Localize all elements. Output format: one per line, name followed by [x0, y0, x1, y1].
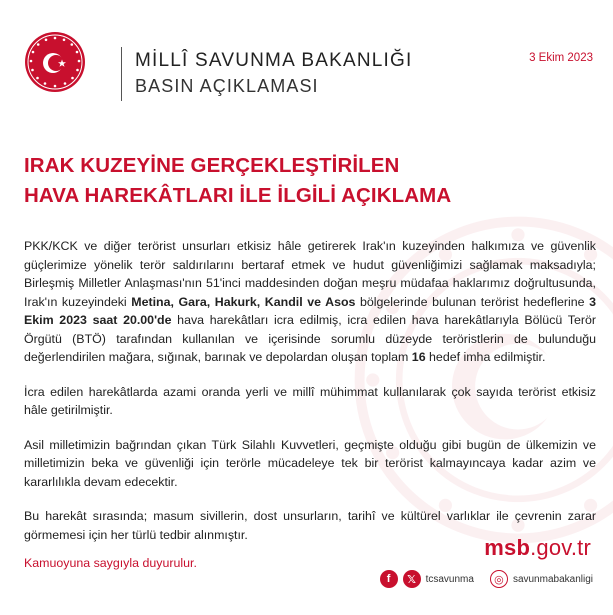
instagram-icon[interactable]: ◎: [490, 570, 508, 588]
p1-locations: Metina, Gara, Hakurk, Kandil ve Asos: [131, 294, 356, 309]
ministry-name: MİLLÎ SAVUNMA BAKANLIĞI: [135, 50, 413, 71]
site-name: msb: [484, 535, 531, 560]
site-domain: .gov.tr: [530, 535, 591, 560]
p1-text-c: hava harekâtları icra edilmiş, icra edilen hava harekâtlarıyla Bölücü Terör Örgütü (BTÖ) tarafından kullanılan ve içerisinde sorumlu düzeyde teröristlerin de bulunduğu değerlendirilen mağara, sığınak, barınak ve depolardan oluşan toplam: [24, 313, 596, 364]
twitter-handle[interactable]: tcsavunma: [425, 573, 474, 585]
header-divider: [121, 47, 122, 101]
facebook-icon[interactable]: f: [380, 570, 398, 588]
paragraph-2: İcra edilen harekâtlarda azami oranda yerli ve millî mühimmat kullanılarak çok sayıda terörist etkisiz hâle getirilmiştir.: [24, 384, 596, 417]
page-title: [24, 151, 584, 211]
title-line-1: IRAK KUZEYİNE GERÇEKLEŞTİRİLEN: [24, 154, 400, 177]
paragraph-4: Bu harekât sırasında; masum sivillerin, dost unsurların, tarihî ve kültürel varlıklar ile çevrenin zarar görmemesi için her türlü tedbir alınmıştır.: [24, 509, 596, 542]
paragraph-3: Asil milletimizin bağrından çıkan Türk Silahlı Kuvvetleri, geçmişte olduğu gibi bugün de ülkemizin ve milletimizin beka ve güvenliği için terörle mücadeleye tek bir terörist kalmayıncaya kadar azim ve kararlılıkla devam edecektir.: [24, 437, 596, 489]
p1-target-count: 16: [411, 350, 426, 364]
social-links: [380, 569, 593, 589]
x-twitter-icon[interactable]: 𝕏: [403, 570, 421, 588]
p1-text-a: PKK/KCK ve diğer terörist unsurları etkisiz hâle getirerek Irak'ın kuzeyinden halkımıza ve güvenlik güçlerimize yönelik terör saldırılarını bertaraf etmek ve hudut güvenliğimizi sağlamak maksadıyla; Birleşmiş Milletler Anlaşması'nın 51'inci maddesinden doğan meşru müdafaa haklarımız doğrultusunda, Irak'ın kuzeyindeki: [24, 239, 596, 309]
header: [0, 0, 613, 140]
website-link[interactable]: [484, 535, 591, 561]
title-line-2: HAVA HAREKÂTLARI İLE İLGİLİ AÇIKLAMA: [24, 184, 452, 207]
document-type: BASIN AÇIKLAMASI: [135, 76, 319, 96]
closing-line: Kamuoyuna saygıyla duyurulur.: [24, 556, 197, 570]
p1-text-b: bölgelerinde bulunan terörist hedeflerine: [355, 294, 590, 309]
statement-body: [24, 237, 596, 560]
paragraph-1: [24, 237, 596, 367]
p1-datetime: 3 Ekim 2023 saat 20.00'de: [24, 294, 596, 327]
msb-emblem-icon: [24, 31, 86, 93]
release-date: 3 Ekim 2023: [529, 52, 593, 64]
instagram-handle[interactable]: savunmabakanligi: [512, 573, 593, 585]
p1-text-d: hedef imha edilmiştir.: [425, 350, 546, 364]
